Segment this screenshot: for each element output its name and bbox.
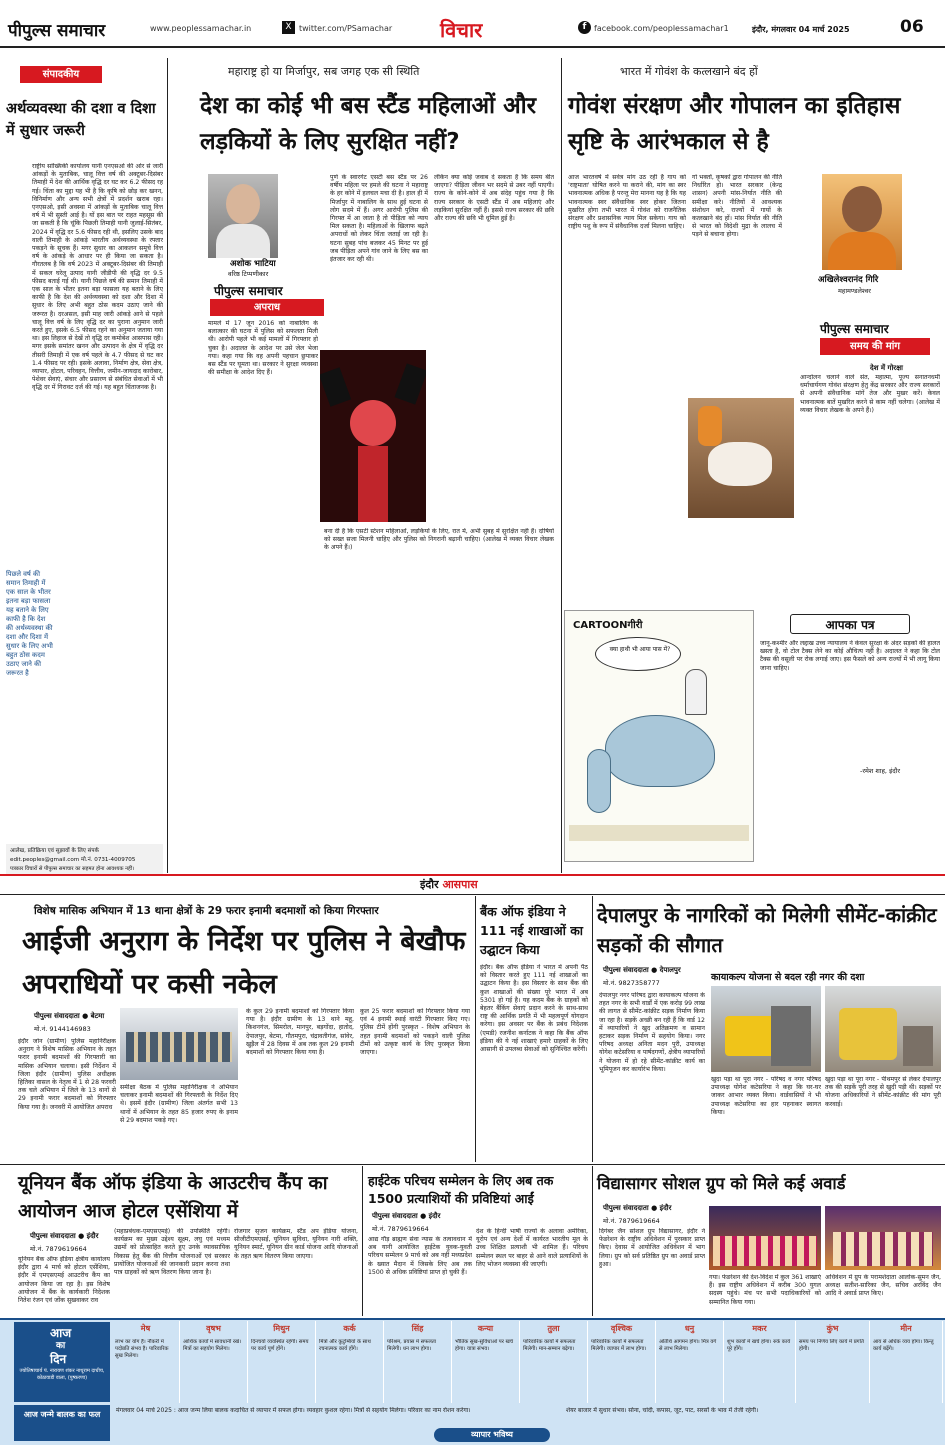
cow-protection-kicker: भारत में गोवंश के कत्लखाने बंद हों <box>620 65 758 78</box>
police-story-phone: मो.नं. 9144146983 <box>34 1025 91 1033</box>
cartoon-speech-bubble <box>595 637 681 671</box>
page-number: 06 <box>900 17 924 37</box>
brand-logo: पीपुल्स समाचार <box>214 284 283 298</box>
cow-protection-body-2: गो भक्तों, कृषकों द्वारा गोपालन की नीति निर्धारित हो। भारत सरकार (केन्द्र शासन) अपनी मांस-निर्यात नीति की समीक्षा करे। नीतियों में आवश्यक संशोधन करे, राज्यों में गायों के कत्लखाने बंद हों। मांस निर्यात की नीति से भारत को विदेशी मुद्रा के लालच में पड़ने से बचाना होगा। <box>692 174 782 239</box>
column-divider <box>592 1166 593 1316</box>
cow-temple-photo <box>688 398 794 518</box>
award-group-photo <box>709 1206 821 1270</box>
women-safety-headline: देश का कोई भी बस स्टैंड महिलाओं और लड़कियों के लिए सुरक्षित नहीं? <box>200 93 537 155</box>
women-safety-kicker: महाराष्ट्र हो या मिर्जापुर, सब जगह एक सी स्थिति <box>228 65 420 78</box>
intro-story-byline: पीपुल्स संवाददाता ● इंदौर <box>372 1212 441 1220</box>
column-divider <box>362 1166 363 1316</box>
intro-story-body-2: देश के हिन्दी भाषी राज्यों के अलावा अमेरिका, यूरोप एवं अन्य देशों में कार्यरत भारतीय मूल के उच्च शिक्षित प्रत्याशी भी शामिल हैं। परिचय सम्मेलन स्थल पर बाहर से आने वाले प्रत्याशियों के लिए भोजन व्यवस्था की जाएगी। <box>476 1228 588 1268</box>
award-stage-photo <box>825 1206 941 1270</box>
letters-signature: -रमेश शाह, इंदौर <box>860 767 901 775</box>
women-safety-body-4: बना दी है कि एसटी स्टेशन महिलाओं, लड़कियों के लिए, रात में, अभी सुबह में सुरक्षित नहीं हैं। दोषियों को सख्त सजा मिलनी चाहिए और पुलिस को निगरानी बढ़ानी चाहिए। (आलेख में व्यक्त विचार लेखक के अपने हैं।) <box>324 528 554 552</box>
zodiac-cancer: कर्क मित्रों और कुटुम्बियों के साथ रचनात्मक कार्य होंगे। <box>316 1321 384 1403</box>
editorial-body: राष्ट्रीय सांख्यिकी कार्यालय यानी एनएसओ की ओर से जारी आंकड़ों के मुताबिक, चालू वित्त वर्ष की अक्टूबर-दिसंबर तिमाही में देश की आर्थिक वृद्धि दर घट कर 6.2 फीसद रह गई। चिंता का मुद्दा यह भी है कि कृषि को छोड़ कर खनन, विनिर्माण और अन्य सभी क्षेत्रों में प्रदर्शन खराब रहा। एनएसओ, इसी अवस्था में आंकड़ों के मुताबिक चालू वित्त वर्ष में भी सुस्ती आई है। यों इस बात पर राहत महसूस की जा सकती है कि चूंकि पिछली तिमाही यानी जुलाई-सितंबर, 2024 में वृद्धि दर 5.6 फीसद रही थी, इसलिए उसके बाद वाली तिमाही के आंकड़े भारतीय अर्थव्यवस्था के रफ्तार पकड़ने के सूचक हैं। मगर सुधार का आकलन समूचे वित्त वर्ष के आंकड़े के आधार पर ही किया जा सकता है। गौरतलब है कि वर्ष 2023 में अक्टूबर-दिसंबर की तिमाही में सकल घरेलू उत्पाद यानी जीडीपी की वृद्धि दर 9.5 फीसद बताई गई थी। यानी पिछले वर्ष की समान तिमाही में एक साल के भीतर इतना बड़ा फासला यह बताने के लिए काफी है कि देश की अर्थव्यवस्था को दशा और दिशा में सुधार के लिए अभी बहुत ठोस कदम उठाए जाने की जरूरत है। दरअसल, इसी माह जारी आंकड़े आने से पहले चालू वित्त वर्ष के लिए वृद्धि दर का पुराना अनुमान जारी करते हुए, इसके 6.5 फीसद रहने का अनुमान जताया गया था। इस लिहाज से देखें तो वृद्धि दर कमोबेश आसपास रही। मगर इसके समांतर खनन और उत्पादन के क्षेत्र में वृद्धि दर तीसरी तिमाही में एक वर्ष पहले के 4.7 फीसद से घट कर 1.4 फीसद पर रही। इसके अलावा, निर्माण क्षेत्र, सेवा क्षेत्र, व्यापार, होटल, परिवहन, वित्तीय, जमीन-जायदाद कारोबार, पेशेवर सेवाएं, संचार और प्रसारण से संबंधित सेवाओं में भी वृद्धि दर में गिरावट दर्ज की गई। यह बहुत चिंताजनक है। <box>32 163 163 392</box>
x-icon: X <box>282 21 295 34</box>
zodiac-libra: तुला पारिवारिक कार्यों में सफलता मिलेगी। मान-सम्मान बढ़ेगा। <box>520 1321 588 1403</box>
road-construction-photo-2 <box>825 986 941 1072</box>
depalpur-photo-caption-right: खुदा पड़ा था पूरा नगर - पीथमपुर से लेकर देपालपुर तक की सड़कें पूरी तरह से खुदी पड़ी थी। सड़कों पर योजना अधिकारियों ने सीमेंट-कांक्रीट की मांग पूरी करवाई। <box>825 1076 941 1108</box>
baby-label: आज जन्मे बालक का फल <box>14 1405 110 1441</box>
women-safety-body-3: लेकिन क्या कोई जवाब दे सकता है कि समय बीत जाएगा? पीड़िता जीवन भर सदमे से उबर नहीं पाएगी। राज्य के कोने-कोने में अब संदेह पहुंच गया है कि राज्य सरकार के एसटी स्टैंड में अब महिलाएं और लड़कियां सुरक्षित नहीं हैं। इससे राज्य सरकार की छवि और राज्य की छवि भी धूमिल हुई है। <box>434 174 554 223</box>
women-safety-author-title: वरिष्ठ टिप्पणीकार <box>228 270 269 278</box>
women-safety-tag: अपराध <box>210 299 324 316</box>
vidyasagar-headline: विद्यासागर सोशल ग्रुप को मिले कई अवार्ड <box>597 1174 846 1193</box>
column-divider <box>592 896 593 1162</box>
cow-protection-body-1: आज भारतवर्ष में सर्वत्र मांग उठ रही है गाय को 'राष्ट्रमाता' घोषित करने या कराने की, मांग का स्वर भावनात्मक अधिक है परन्तु मेरा मानना यह है कि यह भावनात्मक स्वर संवैधानिक स्वर होकर जितना मुखरित होगा तभी भारत में गोवंश को राजनैतिक संरक्षण और प्रशासनिक न्याय मिल सकेगा। गाय को राष्ट्रीय पशु के रूप में संवैधानिक दर्जा मिलना चाहिए। <box>568 174 686 231</box>
zodiac-scorpio: वृश्चिक पारिवारिक कार्यों में सफलता मिलेगी। व्यापार में लाभ होगा। <box>588 1321 656 1403</box>
zodiac-capricorn: मकर शुभ कार्यों में खर्च होगा। रुके कार्य पूरे होंगे। <box>724 1321 796 1403</box>
union-bank-body-2: (महाप्रबंधक-एमएसएमई) की उपस्थिति रहेगी। कार्यक्रम का मुख्य उद्देश्य सूक्ष्म, लघु एवं मध्यम उद्यमों को प्रोत्साहित करते हुए उनके व्यावसायिक विकास हेतु बैंक की वित्तीय योजनाओं एवं सरकार प्रायोजित योजनाओं की जानकारी प्रदान करना तथा पात्र ग्राहकों को ऋण वितरण किया जाना है। <box>114 1228 230 1277</box>
section-rule <box>0 1164 945 1165</box>
author-photo-akhileshwaranand <box>822 174 902 270</box>
brand-logo: पीपुल्स समाचार <box>820 322 889 336</box>
cartoon-box <box>564 610 754 862</box>
elephant-drawing <box>605 715 715 787</box>
editorial-label: संपादकीय <box>20 66 102 83</box>
city-band-label: आसपास <box>442 878 478 891</box>
union-bank-story <box>0 1166 360 1316</box>
band-rule <box>0 894 945 895</box>
trade-label: व्यापार भविष्य <box>434 1428 550 1442</box>
band-rule <box>0 874 945 876</box>
elephant-trunk <box>587 749 611 813</box>
police-story-byline: पीपुल्स संवाददाता ● बेटमा <box>34 1012 105 1020</box>
column-divider <box>167 58 168 873</box>
cow-protection-author: अखिलेश्वरानंद गिरि <box>818 275 879 285</box>
police-photo-caption: समीक्षा बैठक में पुलिस महानिरीक्षक ने अभियान चलाकर इनामी बदमाशों की गिरफ्तारी के निर्देश दिए थे। इसमें इंदौर (ग्रामीण) जिला अंतर्गत सभी 13 थानों में अभियान के तहत 85 हजार रुपए के इनाम से 29 बदमाश पकड़े गए। <box>120 1084 238 1124</box>
section-title: विचार <box>440 18 483 42</box>
vidyasagar-phone: मो.नं. 7879619664 <box>603 1217 660 1225</box>
zodiac-taurus: वृषभ आर्थिक कार्यों में सावधानी रखें। मित्रों का सहयोग मिलेगा। <box>180 1321 248 1403</box>
horoscope-title-2: का <box>56 1341 66 1351</box>
masthead <box>0 0 945 48</box>
cow-protection-tag: समय की मांग <box>820 338 930 355</box>
union-bank-byline: पीपुल्स संवाददाता ● इंदौर <box>30 1232 99 1240</box>
editorial-footer <box>6 844 163 874</box>
zodiac-pisces: मीन आय से अधिक व्यय होगा। किन्तु कार्य बढ़ेंगे। <box>870 1321 943 1403</box>
police-story-kicker: विशेष मासिक अभियान में 13 थाना क्षेत्रों के 29 फरार इनामी बदमाशों को किया गिरफ्तार <box>34 905 379 917</box>
women-safety-article <box>170 58 558 873</box>
police-story-body-3: कुल 25 फरार बदमाशों को गिरफ्तार किया गया एवं 4 इनामी स्थाई वारंटी गिरफ्तार किए गए। पुलिस टीमें होंगी पुरस्कृत - विशेष अभियान के तहत इनामी बदमाशों को पकड़ने वाली पुलिस टीमों को उत्कृष्ट कार्य के लिए पुरस्कृत किया जाएगा। <box>360 1008 470 1057</box>
depalpur-story-subhead: कायाकल्प योजना से बदल रही नगर की दशा <box>711 972 865 983</box>
bank-story-headline: बैंक ऑफ इंडिया ने 111 नई शाखाओं का उद्घाटन किया <box>480 904 584 957</box>
zodiac-sagittarius: धनु अतिथि आगमन होगा। मित्र वर्ग से लाभ मिलेगा। <box>656 1321 724 1403</box>
cow-protection-headline: गोवंश संरक्षण और गोपालन का इतिहास सृष्टि के आरंभकाल से है <box>568 93 901 155</box>
vidyasagar-body-1: दिगंबर जैन सोशल ग्रुप विद्यासागर, इंदौर ने फेडरेशन के राष्ट्रीय अधिवेशन में पुरस्कार प्राप्त किए। देवास में आयोजित अधिवेशन में भाग लिया। ग्रुप को सर्व प्रतिष्ठित ग्रुप का अवार्ड प्राप्त हुआ। <box>599 1228 705 1268</box>
author-photo-ashok <box>208 174 278 258</box>
editorial-headline: अर्थव्यवस्था की दशा व दिशा में सुधार जरूरी <box>6 101 156 139</box>
union-bank-phone: मो.नं. 7879619664 <box>30 1245 87 1253</box>
intro-story-phone: मो.नं. 7879619664 <box>372 1225 429 1233</box>
women-safety-author: अशोक भाटिया <box>230 259 276 269</box>
vidyasagar-body-3: अधिवेशन में ग्रुप के परामर्शदाता आलोक-सुमन जैन, अध्यक्ष सतीश-सारिका जैन, सचिव अरविंद जैन आदि ने अवार्ड प्राप्त किए। <box>825 1274 941 1298</box>
zodiac-virgo: कन्या भौतिक सुख-सुविधाओं पर खर्च होगा। यात्रा संभव। <box>452 1321 520 1403</box>
editorial-footer-contact: आलेख, प्रतिक्रिया एवं सुझावों के लिए संपर्क <box>10 848 99 854</box>
horoscope-title-1: आज <box>50 1326 72 1340</box>
ground-line <box>569 825 749 841</box>
depalpur-story-byline: पीपुल्स संवाददाता ● देपालपुर <box>603 966 681 974</box>
union-bank-headline: यूनियन बैंक ऑफ इंडिया के आउटरीच कैंप का आयोजन आज होटल एसेंशिया में <box>18 1173 328 1222</box>
depalpur-story-headline: देपालपुर के नागरिकों को मिलेगी सीमेंट-कांक्रीट सड़कों की सौगात <box>597 903 937 957</box>
depalpur-story-phone: मो.नं. 9827358777 <box>603 979 660 987</box>
bank-story-body: इंदौर। बैंक ऑफ इंडिया ने भारत में अपनी पैठ को विस्तार करते हुए 111 नई शाखाओं का उद्घाटन किया है। इस विस्तार के साथ बैंक की कुल शाखाओं की संख्या पूरे भारत में अब 5301 हो गई है। यह कदम बैंक के ग्राहकों को बेहतर बैंकिंग सेवाएं प्रदान करने के साथ-साथ राष्ट्र की आर्थिक प्रगति में भी महत्वपूर्ण योगदान करेगा। इस अवसर पर बैंक के प्रबंध निदेशक (एमडी) रजनीश कर्नाटक ने कहा कि बैंक ऑफ इंडिया की ये नई शाखाएं हमारे ग्राहकों के लिए आसानी से उपलब्ध सेवाओं को सुनिश्चित करेंगी। <box>480 964 588 1054</box>
twitter-handle[interactable]: twitter.com/PSamachar <box>299 24 393 33</box>
intro-story <box>364 1166 590 1316</box>
city-name: इंदौर <box>420 878 439 891</box>
intro-story-body-1: आद्य गौड़ ब्राह्मण सेवा न्यास के तत्वावधान में अब यानी आयोजित हाईटेक युवक-युवती परिचय सम्मेलन 9 मार्च को अब नहीं मध्यप्रदेश के ख्यात मैदान में जिसके लिए अब तक 1500 से अधिक प्रविष्टियां प्राप्त हो चुकी हैं। <box>368 1236 472 1276</box>
column-divider <box>561 58 562 873</box>
editorial-footer-email[interactable]: edit.peoples@gmail.com मो.नं. 0731-4009705 <box>10 857 136 863</box>
women-safety-body-1: पुणे के स्वारगेट एसटी बस स्टैंड पर 26 वर्षीय महिला पर हमले की घटना ने महाराष्ट्र के हर कोने में हलचल मचा दी है। हाल ही में मिर्जापुर में नाबालिग के साथ हुई घटना से लोग सदमे में हैं। अगर आरोपी पुलिस की गिरफ्त में आ जाता है तो पीड़िता को न्याय मिल सकता है। महिलाओं के खिलाफ बढ़ते अपराधों को लेकर चिंता जताई जा रही है। घटना सुबह पांच बजकर 45 मिनट पर हुई जब पीड़िता अपने गांव जाने के लिए बस का इंतजार कर रही थी। <box>330 174 428 264</box>
depalpur-story <box>595 896 943 1162</box>
bank-story <box>478 896 590 1162</box>
horoscope-astrologer: ज्योतिषाचार्य पं. नारायण शंकर नाथूराम दाधीच, कोठावाडी वाला, (पुष्करणा) <box>19 1368 105 1381</box>
cartoon-speech-text: क्या हाथी भी आया पास में? <box>609 646 671 653</box>
letters-box <box>758 610 942 862</box>
paper-name: पीपुल्स समाचार <box>8 21 106 41</box>
women-safety-body-2: मामले में 17 जून 2016 को नाबालिग के बलात्कार की घटना में पुलिस को सफलता मिली थी। आरोपी पहले भी कई मामलों में गिरफ्तार हो चुका है। अदालत के आदेश पर उसे जेल भेजा गया। कहा गया कि वह अपनी पहचान छुपाकर बस स्टैंड पर घूमता था। सरकार ने सुरक्षा व्यवस्था की समीक्षा के आदेश दिए हैं। <box>208 320 318 377</box>
editorial-pullquote: पिछले वर्ष की समान तिमाही में एक साल के भीतर इतना बड़ा फासला यह बताने के लिए काफी है कि देश की अर्थव्यवस्था की दशा और दिशा में सुधार के लिए अभी बहुत ठोस कदम उठाए जाने की जरूरत है <box>6 570 56 720</box>
editorial-footer-disclaimer: पत्रकार विचारों से पीपुल्स समाचार का सहमत होना आवश्यक नहीं। <box>10 866 135 872</box>
police-story-headline: आईजी अनुराग के निर्देश पर पुलिस ने बेखौफ अपराधियों पर कसी नकेल <box>22 926 466 1000</box>
facebook-handle[interactable]: facebook.com/peoplessamachar1 <box>594 24 729 33</box>
depalpur-photo-caption-left: खुदा पड़ा था पूरा नगर - परिषद व नगर परिषद उपाध्यक्ष योगेश कटेसरिया ने कहा कि घर-घर जाकर आभार व्यक्त किया। वार्डवासियों ने भी उपाध्यक्ष कटेसरिया का हार पहनाकर स्वागत किया। <box>711 1076 821 1116</box>
column-divider <box>475 896 476 1162</box>
road-construction-photo-1 <box>711 986 821 1072</box>
city-band <box>420 877 478 893</box>
vidyasagar-story <box>595 1166 943 1316</box>
vidyasagar-byline: पीपुल्स संवाददाता ● इंदौर <box>603 1204 672 1212</box>
cow-protection-body-3: आन्दोलन चलाने वाले संत, महात्मा, पूज्य सनातनधर्मी धर्माचार्यगण गोवंश संरक्षण हेतु केंद्र सरकार और राज्य सरकारों से अपनी संवैधानिक मांगें तेज और मुखर करें। केवल भावनात्मक बातें मुखरित करने से काम नहीं चलेगा। (आलेख में व्यक्त विचार लेखक के अपने हैं।) <box>800 374 940 414</box>
letters-label: आपका पत्र <box>790 614 910 634</box>
intro-story-headline: हाईटेक परिचय सम्मेलन के लिए अब तक 1500 प्रत्याशियों की प्रविष्टियां आईं <box>368 1173 554 1206</box>
police-story-body-1: इंदौर जोन (ग्रामीण) पुलिस महानिरीक्षक अनुराग ने विशेष मासिक अभियान के तहत फरार इनामी बदमाशों की गिरफ्तारी का मासिक अभियान चलाया। इसी निर्देशन में जिला इंदौर (ग्रामीण) पुलिस अधीक्षक हितिका वासल के नेतृत्व में 1 से 28 फरवरी तक चले अभियान में जिले के 13 थानों से 29 इनामी फरार बदमाशों को गिरफ्तार किया गया है। जनवरी में आयोजित अपराध <box>18 1038 116 1111</box>
website[interactable]: www.peoplessamachar.in <box>150 24 252 33</box>
police-story-body-2: के कुल 29 इनामी बदमाशों को गिरफ्तार किया गया है। इंदौर ग्रामीण के 13 थाने महू, किशनगंज, सिमरोल, मानपुर, बड़गोंदा, हातोद, देपालपुर, बेटमा, गौतमपुरा, चंद्रावतीगंज, सांवेर, खुड़ैल में 28 दिवस में अब तक कुल 29 इनामी बदमाशों को गिरफ्तार किया गया है। <box>246 1008 354 1057</box>
facebook-icon: f <box>578 21 591 34</box>
depalpur-story-body: देपालपुर नगर परिषद द्वारा कायाकल्प योजना के तहत नगर के सभी वार्डों में एक करोड़ 99 लाख की लागत से सीमेंट-कांक्रीट सड़क निर्माण किया जा रहा है। सड़कें अच्छी बन रही हैं कि वार्ड 12 में व्यापारियों ने खुद अतिक्रमण व सामान हटाकर सड़क निर्माण में सहयोग किया। नगर परिषद अध्यक्ष अनिता मदन पुरी, उपाध्यक्ष योगेश कटेसरिया व पार्षदगणों, क्षेत्रीय व्यापारियों ने योजना में हो रहे सीमेंट-कांक्रीट कार्य का भूमिपूजन कर कार्यारंभ किया। <box>599 992 705 1073</box>
baby-forecast: मंगलवार 04 मार्च 2025 : आज जन्म लिया बालक कदाचित से व्यापार में सफल होगा। व्यवहार कुशल रहेगा। मित्रों से सहयोग मिलेगा। परिवार का नाम रोशन करेगा। <box>116 1407 471 1414</box>
horoscope-title-box <box>14 1322 110 1402</box>
zodiac-gemini: मिथुन दिनचर्या व्यवस्थित रहेगी। समय पर कार्य पूर्ण होंगे। <box>248 1321 316 1403</box>
horoscope-title-3: दिन <box>50 1352 67 1366</box>
cartoon-label: CARTOONगीरी <box>573 620 643 631</box>
police-team-photo <box>120 1008 238 1080</box>
dateline: इंदौर, मंगलवार 04 मार्च 2025 <box>752 25 850 34</box>
cow-protection-author-title: महामण्डलेश्वर <box>838 287 871 295</box>
cow-protection-subhead: देश में गोरक्षा <box>870 364 903 372</box>
police-story <box>0 896 472 1166</box>
trade-forecast: शेयर बाजार में सुधार संभव। सोना, चांदी, कपास, जूट, पाट, सरसों के भाव में तेजी रहेगी। <box>566 1407 759 1414</box>
zodiac-aries: मेष लाभ का योग है। नौकरी में पदोन्नति संभव है। पारिवारिक सुख मिलेगा। <box>112 1321 180 1403</box>
crime-illustration <box>320 350 426 522</box>
vidyasagar-body-2: गया। फेडरेशन की देश-विदेश में कुल 361 शाखाएं हैं। इस राष्ट्रीय अधिवेशन में करीब 300 युगल सदस्य पहुंचे। मंच पर सभी पदाधिकारियों को सम्मानित किया गया। <box>709 1274 821 1306</box>
editorial-column <box>6 58 163 843</box>
union-bank-body-3: रोजगार सृजन कार्यक्रम, स्टैंड अप इंडिया योजना, सीजीटीएमएसई, यूनियन सुविधा, यूनियन नारी शक्ति, यूनियन स्मार्ट, यूनियन ग्रीन कार्ड योजना आदि योजनाओं के तहत ऋण वितरण किया जाएगा। <box>234 1228 358 1260</box>
cow-protection-article <box>564 58 944 608</box>
zodiac-aquarius: कुंभ समय पर निर्णय लिए कार्य में प्रगति होगी। <box>796 1321 870 1403</box>
zodiac-leo: सिंह परिश्रम, प्रयास में सफलता मिलेगी। धन लाभ होगा। <box>384 1321 452 1403</box>
letters-body: जानू-कश्मीर और लद्दाख उच्च न्यायालय ने केवल सुरक्षा के अंदर सड़कों की हालत खस्ता है, वो टोल टैक्स लेने का कोई औचित्य नहीं है। अदालत ने कहा कि टोल टैक्स की वसूली पर रोक लगाई जाए। इस फैसले को अन्य राज्यों में भी लागू किया जाना चाहिए। <box>760 640 940 672</box>
union-bank-body-1: यूनियन बैंक ऑफ इंडिया क्षेत्रीय कार्यालय इंदौर द्वारा 4 मार्च को होटल एसेंशिया, इंदौर में एमएसएमई आउटरीच कैंप का आयोजन किया जा रहा है। इस विशेष आयोजन में बैंक के कार्यकारी निदेशक नितेश रंजन एवं जोंक सुखवाकर राव <box>18 1256 110 1305</box>
politician-figure <box>685 669 707 715</box>
